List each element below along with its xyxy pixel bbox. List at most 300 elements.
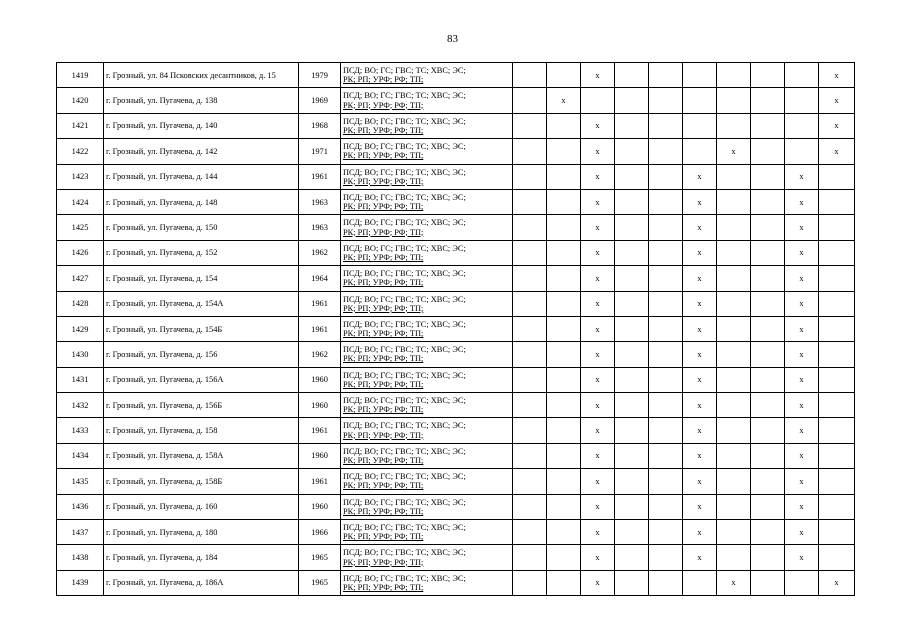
table-row: [57, 88, 855, 113]
address-cell: г. Грозный, ул. Пугачева, д. 154А: [104, 291, 299, 316]
mark-cell: х: [683, 189, 717, 214]
row-number-cell: 1422: [57, 139, 104, 164]
mark-cell: [547, 113, 581, 138]
services-line-2: РК; РП; УРФ; РФ; ТП;: [343, 329, 424, 339]
mark-cell: [819, 494, 855, 519]
mark-cell: х: [581, 164, 615, 189]
mark-cell: х: [785, 494, 819, 519]
mark-cell: х: [683, 545, 717, 570]
mark-cell: [547, 342, 581, 367]
row-number-cell: 1425: [57, 215, 104, 240]
mark-cell: х: [819, 139, 855, 164]
services-cell: [341, 367, 513, 392]
mark-cell: [513, 545, 547, 570]
table-row: [57, 520, 855, 545]
mark-cell: [717, 113, 751, 138]
mark-cell: [547, 266, 581, 291]
table-row: [57, 545, 855, 570]
address-cell: г. Грозный, ул. Пугачева, д. 156Б: [104, 393, 299, 418]
year-cell: 1960: [299, 393, 341, 418]
mark-cell: [513, 443, 547, 468]
mark-cell: [717, 520, 751, 545]
mark-cell: х: [581, 342, 615, 367]
services-cell: [341, 545, 513, 570]
mark-cell: [513, 316, 547, 341]
mark-cell: [751, 139, 785, 164]
mark-cell: [615, 520, 649, 545]
mark-cell: [785, 63, 819, 88]
mark-cell: х: [683, 240, 717, 265]
address-cell: г. Грозный, ул. Пугачева, д. 154Б: [104, 316, 299, 341]
services-line-1: ПСД; ВО; ГС; ГВС; ТС; ХВС; ЭС;: [343, 472, 466, 482]
mark-cell: х: [581, 266, 615, 291]
year-cell: 1960: [299, 494, 341, 519]
year-cell: 1961: [299, 291, 341, 316]
mark-cell: [615, 164, 649, 189]
services-line-1: ПСД; ВО; ГС; ГВС; ТС; ХВС; ЭС;: [343, 294, 466, 304]
mark-cell: х: [683, 266, 717, 291]
table-row: [57, 240, 855, 265]
services-line-2: РК; РП; УРФ; РФ; ТП;: [343, 379, 424, 389]
services-cell: [341, 88, 513, 113]
mark-cell: [615, 418, 649, 443]
mark-cell: х: [581, 63, 615, 88]
mark-cell: [615, 63, 649, 88]
mark-cell: [751, 443, 785, 468]
mark-cell: [649, 316, 683, 341]
mark-cell: х: [785, 240, 819, 265]
mark-cell: [717, 63, 751, 88]
mark-cell: х: [581, 316, 615, 341]
services-cell: [341, 520, 513, 545]
address-cell: г. Грозный, ул. Пугачева, д. 138: [104, 88, 299, 113]
mark-cell: [751, 418, 785, 443]
mark-cell: [751, 88, 785, 113]
mark-cell: [615, 494, 649, 519]
row-number-cell: 1423: [57, 164, 104, 189]
services-line-2: РК; РП; УРФ; РФ; ТП;: [343, 430, 424, 440]
mark-cell: [547, 367, 581, 392]
mark-cell: [513, 215, 547, 240]
mark-cell: х: [785, 545, 819, 570]
mark-cell: [785, 113, 819, 138]
row-number-cell: 1420: [57, 88, 104, 113]
table-row: [57, 393, 855, 418]
services-line-1: ПСД; ВО; ГС; ГВС; ТС; ХВС; ЭС;: [343, 548, 466, 558]
table-row: [57, 494, 855, 519]
services-line-1: ПСД; ВО; ГС; ГВС; ТС; ХВС; ЭС;: [343, 446, 466, 456]
services-line-1: ПСД; ВО; ГС; ГВС; ТС; ХВС; ЭС;: [343, 319, 466, 329]
services-cell: [341, 316, 513, 341]
row-number-cell: 1419: [57, 63, 104, 88]
mark-cell: [615, 291, 649, 316]
mark-cell: [649, 189, 683, 214]
mark-cell: [615, 189, 649, 214]
mark-cell: [649, 342, 683, 367]
mark-cell: [819, 316, 855, 341]
mark-cell: [615, 139, 649, 164]
mark-cell: х: [581, 570, 615, 595]
mark-cell: [717, 88, 751, 113]
mark-cell: [547, 418, 581, 443]
services-cell: [341, 291, 513, 316]
mark-cell: [513, 240, 547, 265]
mark-cell: х: [683, 469, 717, 494]
mark-cell: [717, 469, 751, 494]
mark-cell: х: [819, 113, 855, 138]
table-row: [57, 291, 855, 316]
mark-cell: х: [785, 189, 819, 214]
row-number-cell: 1437: [57, 520, 104, 545]
table-row: [57, 342, 855, 367]
mark-cell: [717, 291, 751, 316]
year-cell: 1962: [299, 342, 341, 367]
services-line-2: РК; РП; УРФ; РФ; ТП;: [343, 176, 424, 186]
mark-cell: [751, 291, 785, 316]
mark-cell: [649, 367, 683, 392]
row-number-cell: 1439: [57, 570, 104, 595]
mark-cell: х: [581, 139, 615, 164]
table-row: [57, 63, 855, 88]
services-line-2: РК; РП; УРФ; РФ; ТП;: [343, 100, 424, 110]
address-cell: г. Грозный, ул. Пугачева, д. 186А: [104, 570, 299, 595]
mark-cell: [717, 393, 751, 418]
mark-cell: [615, 215, 649, 240]
mark-cell: х: [683, 342, 717, 367]
mark-cell: [717, 494, 751, 519]
row-number-cell: 1434: [57, 443, 104, 468]
row-number-cell: 1430: [57, 342, 104, 367]
mark-cell: [615, 545, 649, 570]
mark-cell: х: [819, 88, 855, 113]
mark-cell: [819, 215, 855, 240]
services-line-2: РК; РП; УРФ; РФ; ТП;: [343, 202, 424, 212]
table-row: [57, 266, 855, 291]
year-cell: 1960: [299, 443, 341, 468]
row-number-cell: 1424: [57, 189, 104, 214]
mark-cell: [581, 88, 615, 113]
mark-cell: [819, 164, 855, 189]
mark-cell: [513, 570, 547, 595]
mark-cell: х: [785, 215, 819, 240]
row-number-cell: 1427: [57, 266, 104, 291]
services-line-2: РК; РП; УРФ; РФ; ТП;: [343, 303, 424, 313]
year-cell: 1961: [299, 316, 341, 341]
services-line-2: РК; РП; УРФ; РФ; ТП;: [343, 151, 424, 161]
mark-cell: [717, 342, 751, 367]
mark-cell: [649, 494, 683, 519]
mark-cell: [819, 189, 855, 214]
year-cell: 1966: [299, 520, 341, 545]
row-number-cell: 1432: [57, 393, 104, 418]
mark-cell: [649, 520, 683, 545]
services-cell: [341, 189, 513, 214]
mark-cell: х: [581, 367, 615, 392]
mark-cell: х: [683, 418, 717, 443]
services-cell: [341, 63, 513, 88]
mark-cell: х: [785, 418, 819, 443]
table-row: [57, 443, 855, 468]
mark-cell: [513, 113, 547, 138]
year-cell: 1962: [299, 240, 341, 265]
table-row: [57, 418, 855, 443]
address-cell: г. Грозный, ул. Пугачева, д. 158: [104, 418, 299, 443]
mark-cell: х: [785, 367, 819, 392]
mark-cell: [615, 316, 649, 341]
mark-cell: [819, 291, 855, 316]
mark-cell: х: [819, 63, 855, 88]
page-number: 83: [447, 33, 458, 45]
mark-cell: [615, 393, 649, 418]
services-line-1: ПСД; ВО; ГС; ГВС; ТС; ХВС; ЭС;: [343, 396, 466, 406]
services-cell: [341, 443, 513, 468]
mark-cell: [547, 494, 581, 519]
mark-cell: [513, 520, 547, 545]
mark-cell: [513, 393, 547, 418]
mark-cell: х: [581, 189, 615, 214]
mark-cell: [751, 342, 785, 367]
year-cell: 1961: [299, 418, 341, 443]
services-line-1: ПСД; ВО; ГС; ГВС; ТС; ХВС; ЭС;: [343, 497, 466, 507]
mark-cell: [819, 520, 855, 545]
mark-cell: [751, 316, 785, 341]
mark-cell: х: [785, 291, 819, 316]
mark-cell: [513, 266, 547, 291]
mark-cell: [615, 342, 649, 367]
year-cell: 1960: [299, 367, 341, 392]
mark-cell: [819, 240, 855, 265]
mark-cell: [547, 570, 581, 595]
mark-cell: х: [581, 443, 615, 468]
address-cell: г. Грозный, ул. Пугачева, д. 156: [104, 342, 299, 367]
mark-cell: [751, 494, 785, 519]
mark-cell: [751, 520, 785, 545]
address-cell: г. Грозный, ул. Пугачева, д. 180: [104, 520, 299, 545]
services-line-2: РК; РП; УРФ; РФ; ТП;: [343, 278, 424, 288]
mark-cell: [717, 266, 751, 291]
mark-cell: [717, 418, 751, 443]
mark-cell: [547, 63, 581, 88]
mark-cell: х: [683, 316, 717, 341]
mark-cell: [751, 63, 785, 88]
services-cell: [341, 240, 513, 265]
mark-cell: [615, 570, 649, 595]
services-line-1: ПСД; ВО; ГС; ГВС; ТС; ХВС; ЭС;: [343, 192, 466, 202]
mark-cell: [615, 266, 649, 291]
mark-cell: [547, 189, 581, 214]
mark-cell: [547, 164, 581, 189]
mark-cell: [649, 469, 683, 494]
mark-cell: [513, 63, 547, 88]
services-line-1: ПСД; ВО; ГС; ГВС; ТС; ХВС; ЭС;: [343, 116, 466, 126]
mark-cell: х: [581, 215, 615, 240]
services-cell: [341, 469, 513, 494]
mark-cell: [717, 240, 751, 265]
row-number-cell: 1433: [57, 418, 104, 443]
mark-cell: [649, 215, 683, 240]
row-number-cell: 1438: [57, 545, 104, 570]
year-cell: 1963: [299, 189, 341, 214]
mark-cell: [683, 113, 717, 138]
year-cell: 1964: [299, 266, 341, 291]
mark-cell: [513, 139, 547, 164]
mark-cell: [751, 570, 785, 595]
mark-cell: х: [581, 469, 615, 494]
services-line-1: ПСД; ВО; ГС; ГВС; ТС; ХВС; ЭС;: [343, 345, 466, 355]
mark-cell: х: [785, 342, 819, 367]
mark-cell: х: [683, 367, 717, 392]
mark-cell: [649, 545, 683, 570]
mark-cell: [819, 418, 855, 443]
mark-cell: [819, 393, 855, 418]
mark-cell: х: [785, 520, 819, 545]
mark-cell: [513, 88, 547, 113]
mark-cell: [751, 215, 785, 240]
mark-cell: [615, 443, 649, 468]
services-line-2: РК; РП; УРФ; РФ; ТП;: [343, 227, 424, 237]
address-cell: г. Грозный, ул. Пугачева, д. 148: [104, 189, 299, 214]
mark-cell: [513, 367, 547, 392]
row-number-cell: 1435: [57, 469, 104, 494]
registry-table: [56, 62, 855, 596]
address-cell: г. Грозный, ул. Пугачева, д. 184: [104, 545, 299, 570]
mark-cell: [683, 88, 717, 113]
mark-cell: [717, 367, 751, 392]
mark-cell: [717, 316, 751, 341]
row-number-cell: 1421: [57, 113, 104, 138]
services-cell: [341, 342, 513, 367]
services-line-2: РК; РП; УРФ; РФ; ТП;: [343, 506, 424, 516]
year-cell: 1979: [299, 63, 341, 88]
address-cell: г. Грозный, ул. Пугачева, д. 144: [104, 164, 299, 189]
mark-cell: [717, 215, 751, 240]
mark-cell: [819, 469, 855, 494]
address-cell: г. Грозный, ул. Пугачева, д. 150: [104, 215, 299, 240]
mark-cell: х: [581, 545, 615, 570]
mark-cell: [785, 88, 819, 113]
mark-cell: х: [785, 443, 819, 468]
mark-cell: х: [717, 570, 751, 595]
services-line-1: ПСД; ВО; ГС; ГВС; ТС; ХВС; ЭС;: [343, 218, 466, 228]
services-cell: [341, 570, 513, 595]
mark-cell: [513, 494, 547, 519]
mark-cell: [717, 189, 751, 214]
table-row: [57, 367, 855, 392]
mark-cell: [615, 88, 649, 113]
services-line-1: ПСД; ВО; ГС; ГВС; ТС; ХВС; ЭС;: [343, 243, 466, 253]
mark-cell: [649, 266, 683, 291]
row-number-cell: 1426: [57, 240, 104, 265]
year-cell: 1969: [299, 88, 341, 113]
mark-cell: [649, 393, 683, 418]
mark-cell: х: [785, 469, 819, 494]
year-cell: 1961: [299, 164, 341, 189]
address-cell: г. Грозный, ул. Пугачева, д. 140: [104, 113, 299, 138]
address-cell: г. Грозный, ул. Пугачева, д. 158Б: [104, 469, 299, 494]
mark-cell: [819, 367, 855, 392]
mark-cell: х: [683, 520, 717, 545]
mark-cell: х: [785, 266, 819, 291]
services-line-2: РК; РП; УРФ; РФ; ТП;: [343, 532, 424, 542]
mark-cell: х: [581, 418, 615, 443]
mark-cell: [649, 113, 683, 138]
mark-cell: [819, 266, 855, 291]
mark-cell: х: [819, 570, 855, 595]
address-cell: г. Грозный, ул. Пугачева, д. 154: [104, 266, 299, 291]
services-cell: [341, 418, 513, 443]
services-line-1: ПСД; ВО; ГС; ГВС; ТС; ХВС; ЭС;: [343, 523, 466, 533]
year-cell: 1968: [299, 113, 341, 138]
mark-cell: х: [683, 443, 717, 468]
mark-cell: [615, 367, 649, 392]
row-number-cell: 1429: [57, 316, 104, 341]
mark-cell: [717, 164, 751, 189]
mark-cell: [513, 189, 547, 214]
services-cell: [341, 164, 513, 189]
services-cell: [341, 494, 513, 519]
mark-cell: [751, 164, 785, 189]
mark-cell: [751, 469, 785, 494]
mark-cell: х: [581, 393, 615, 418]
mark-cell: х: [683, 164, 717, 189]
services-line-2: РК; РП; УРФ; РФ; ТП;: [343, 405, 424, 415]
mark-cell: [683, 139, 717, 164]
table-row: [57, 570, 855, 595]
mark-cell: х: [683, 291, 717, 316]
mark-cell: [547, 469, 581, 494]
mark-cell: [547, 291, 581, 316]
services-line-1: ПСД; ВО; ГС; ГВС; ТС; ХВС; ЭС;: [343, 573, 466, 583]
mark-cell: [649, 88, 683, 113]
mark-cell: [751, 113, 785, 138]
services-line-2: РК; РП; УРФ; РФ; ТП;: [343, 252, 424, 262]
table-row: [57, 215, 855, 240]
mark-cell: [547, 545, 581, 570]
table-row: [57, 164, 855, 189]
mark-cell: [649, 164, 683, 189]
mark-cell: [751, 393, 785, 418]
year-cell: 1965: [299, 570, 341, 595]
table-row: [57, 139, 855, 164]
services-line-1: ПСД; ВО; ГС; ГВС; ТС; ХВС; ЭС;: [343, 91, 466, 101]
mark-cell: [751, 266, 785, 291]
mark-cell: [683, 63, 717, 88]
services-cell: [341, 215, 513, 240]
table-row: [57, 189, 855, 214]
mark-cell: [547, 215, 581, 240]
mark-cell: х: [581, 494, 615, 519]
year-cell: 1971: [299, 139, 341, 164]
mark-cell: х: [581, 291, 615, 316]
mark-cell: [819, 443, 855, 468]
mark-cell: [649, 443, 683, 468]
services-line-1: ПСД; ВО; ГС; ГВС; ТС; ХВС; ЭС;: [343, 269, 466, 279]
mark-cell: х: [683, 494, 717, 519]
mark-cell: х: [785, 393, 819, 418]
mark-cell: х: [547, 88, 581, 113]
year-cell: 1963: [299, 215, 341, 240]
mark-cell: [615, 113, 649, 138]
services-line-2: РК; РП; УРФ; РФ; ТП;: [343, 583, 424, 592]
mark-cell: [649, 139, 683, 164]
row-number-cell: 1428: [57, 291, 104, 316]
address-cell: г. Грозный, ул. 84 Псковских десантников, д. 15: [104, 63, 299, 88]
year-cell: 1965: [299, 545, 341, 570]
mark-cell: [649, 291, 683, 316]
mark-cell: [717, 545, 751, 570]
table-row: [57, 469, 855, 494]
mark-cell: х: [683, 215, 717, 240]
